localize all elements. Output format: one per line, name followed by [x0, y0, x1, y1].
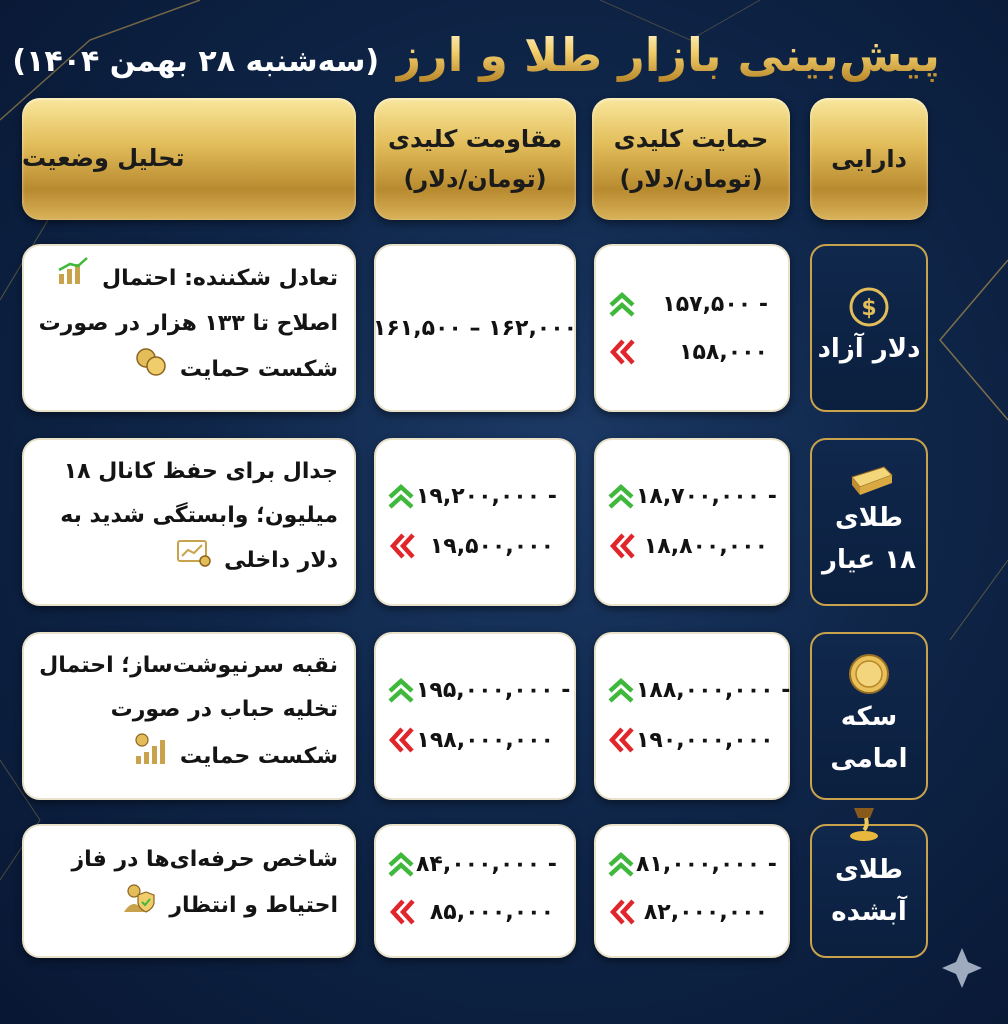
dollar-coin-icon	[848, 286, 890, 328]
up-arrow-icon	[606, 849, 636, 879]
asset-emami-coin	[810, 632, 928, 800]
resistance-bottom-value: ۱۹۸,۰۰۰,۰۰۰	[416, 727, 554, 753]
resistance-cell-emami-coin	[374, 632, 576, 800]
analysis-line: شاخص حرفه‌ای‌ها در فاز	[71, 847, 338, 872]
header-asset	[810, 98, 928, 220]
asset-name-line1: سکه	[840, 702, 898, 732]
analysis-line: میلیون؛ وابستگی شدید به	[60, 503, 338, 528]
analysis-line: تعادل شکننده: احتمال	[102, 266, 338, 291]
analysis-cell-gold-18k	[22, 438, 356, 606]
support-top-value: ۱۸,۷۰۰,۰۰۰ -	[636, 483, 777, 509]
sparkle-icon	[942, 948, 982, 988]
analysis-line: شکست حمایت	[179, 744, 338, 769]
resistance-top-value: ۱۹۵,۰۰۰,۰۰۰ -	[416, 677, 571, 703]
support-top-value: ۱۸۸,۰۰۰,۰۰۰ -	[636, 677, 791, 703]
left-arrow-icon	[606, 725, 636, 755]
analysis-line: احتیاط و انتظار	[169, 893, 338, 918]
up-arrow-icon	[386, 481, 416, 511]
analysis-cell-dollar	[22, 244, 356, 412]
header-resistance	[374, 98, 576, 220]
page-title	[12, 18, 940, 92]
left-arrow-icon	[386, 725, 416, 755]
gold-bar-icon	[844, 463, 894, 497]
up-arrow-icon	[606, 675, 636, 705]
support-bottom-value: ۱۵۸,۰۰۰	[679, 339, 768, 365]
support-cell-emami-coin	[594, 632, 790, 800]
up-arrow-icon	[607, 289, 637, 319]
up-arrow-icon	[606, 481, 636, 511]
support-top-value: ۱۵۷,۵۰۰ -	[662, 291, 768, 317]
support-cell-gold-18k	[594, 438, 790, 606]
asset-name-line1: طلای	[834, 855, 904, 885]
bar-chart-icon	[132, 732, 168, 766]
header-support-line2: (تومان/دلار)	[619, 165, 763, 193]
left-arrow-icon	[387, 897, 417, 927]
title-date: (سه‌شنبه ۲۸ بهمن ۱۴۰۴)	[12, 44, 380, 79]
resistance-top-value: ۸۴,۰۰۰,۰۰۰ -	[416, 851, 557, 877]
asset-gold-18k	[810, 438, 928, 606]
resistance-cell-dollar	[374, 244, 576, 412]
up-arrow-icon	[386, 849, 416, 879]
support-bottom-value: ۱۹۰,۰۰۰,۰۰۰	[636, 727, 774, 753]
shield-person-icon	[122, 882, 158, 914]
left-arrow-icon	[607, 531, 637, 561]
asset-name-line1: طلای	[834, 503, 904, 533]
asset-name-line2: ۱۸ عیار	[822, 545, 916, 575]
molten-gold-icon	[844, 804, 894, 842]
resistance-range-value: ۱۶۱,۵۰۰ – ۱۶۲,۰۰۰	[372, 315, 578, 341]
up-arrow-icon	[386, 675, 416, 705]
header-analysis-label: تحلیل وضعیت	[22, 144, 185, 172]
header-support	[592, 98, 790, 220]
left-arrow-icon	[387, 531, 417, 561]
support-cell-molten-gold	[594, 824, 790, 958]
resistance-cell-gold-18k	[374, 438, 576, 606]
support-top-value: ۸۱,۰۰۰,۰۰۰ -	[636, 851, 777, 877]
left-arrow-icon	[607, 337, 637, 367]
header-analysis	[22, 98, 356, 220]
support-cell-dollar	[594, 244, 790, 412]
title-main: پیش‌بینی بازار طلا و ارز	[394, 28, 940, 82]
asset-dollar	[810, 244, 928, 412]
header-resistance-line1: مقاومت کلیدی	[387, 125, 563, 153]
asset-name-line1: دلار آزاد	[817, 334, 921, 364]
analysis-line: نقبه سرنیوشت‌ساز؛ احتمال	[39, 653, 338, 678]
analysis-line: اصلاح تا ۱۳۳ هزار در صورت	[38, 311, 338, 336]
analysis-cell-molten-gold	[22, 824, 356, 958]
support-bottom-value: ۱۸,۸۰۰,۰۰۰	[643, 533, 768, 559]
analysis-line: دلار داخلی	[224, 548, 338, 573]
rising-chart-icon	[56, 256, 90, 286]
analysis-line: تخلیه حباب در صورت	[110, 697, 338, 722]
resistance-cell-molten-gold	[374, 824, 576, 958]
asset-name-line2: امامی	[830, 744, 908, 774]
settings-chart-icon	[176, 538, 212, 568]
resistance-bottom-value: ۱۹,۵۰۰,۰۰۰	[429, 533, 554, 559]
asset-molten-gold	[810, 824, 928, 958]
resistance-bottom-value: ۸۵,۰۰۰,۰۰۰	[429, 899, 554, 925]
header-support-line1: حمایت کلیدی	[613, 125, 769, 153]
asset-name-line2: آبشده	[831, 897, 907, 927]
header-asset-label: دارایی	[831, 145, 907, 173]
header-resistance-line2: (تومان/دلار)	[403, 165, 547, 193]
resistance-top-value: ۱۹,۲۰۰,۰۰۰ -	[416, 483, 557, 509]
gold-coin-icon	[847, 652, 891, 696]
support-bottom-value: ۸۲,۰۰۰,۰۰۰	[643, 899, 768, 925]
svg-text:$: $	[861, 296, 877, 321]
analysis-cell-emami-coin	[22, 632, 356, 800]
analysis-line: جدال برای حفظ کانال ۱۸	[63, 459, 338, 484]
coins-icon	[134, 346, 168, 378]
analysis-line: شکست حمایت	[179, 357, 338, 382]
left-arrow-icon	[607, 897, 637, 927]
